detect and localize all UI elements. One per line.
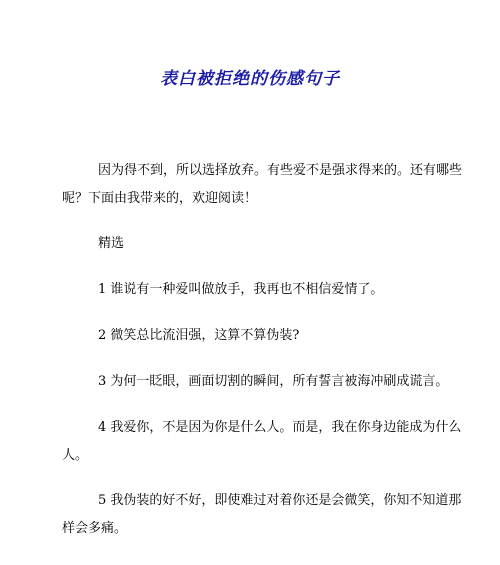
list-item-line: 4 我爱你，不是因为你是什么人。而是，我在你身边能成为什么	[98, 420, 462, 435]
list-item-line-continued: 样会多痛。	[62, 521, 128, 536]
list-item	[62, 276, 434, 304]
list-item	[62, 414, 462, 470]
list-item	[62, 368, 449, 396]
intro-line-2: 呢？下面由我带来的，欢迎阅读！	[62, 191, 258, 206]
list-item-line-continued: 人。	[62, 448, 89, 463]
document-title: 表白被拒绝的伤感句子	[160, 69, 340, 89]
list-item-line: 2 微笑总比流泪强，这算不算伪装?	[98, 328, 300, 343]
intro-paragraph	[62, 157, 463, 213]
list-item-line: 1 谁说有一种爱叫做放手，我再也不相信爱情了。	[98, 282, 384, 297]
section-label-paragraph	[62, 230, 434, 258]
intro-line-1: 因为得不到，所以选择放弃。有些爱不是强求得来的。还有哪些	[98, 163, 463, 178]
list-item-line: 5 我伪装的好不好，即使难过对着你还是会微笑，你知不知道那	[98, 493, 462, 508]
list-item	[62, 487, 462, 543]
list-item	[62, 322, 434, 350]
section-label: 精选	[98, 236, 125, 251]
list-item-line: 3 为何一眨眼，画面切割的瞬间，所有誓言被海冲刷成谎言。	[98, 374, 449, 389]
